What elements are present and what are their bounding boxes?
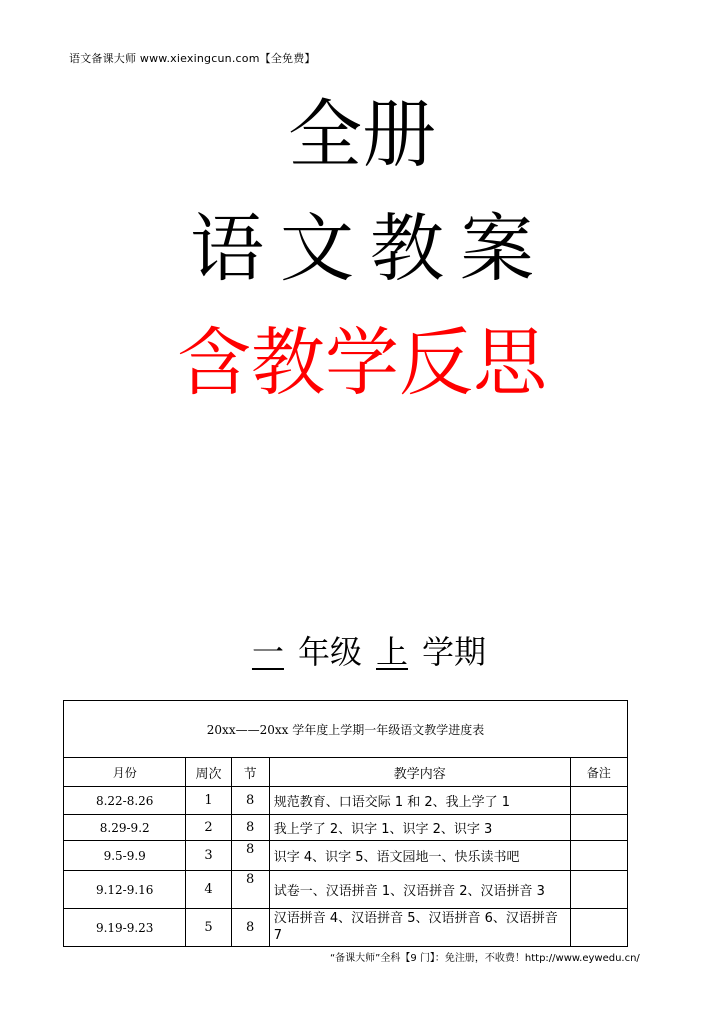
semester-term: 上 (376, 633, 409, 671)
row-month: 9.12-9.16 (64, 871, 186, 909)
grade-blank-underline (238, 633, 298, 671)
row-week: 2 (186, 815, 231, 841)
row-month: 8.29-9.2 (64, 815, 186, 841)
row-month: 8.22-8.26 (64, 787, 186, 815)
row-note (570, 909, 627, 947)
row-week: 1 (186, 787, 231, 815)
row-content: 规范教育、口语交际 1 和 2、我上学了 1 (269, 787, 570, 815)
semester-label: 学期 (422, 633, 487, 671)
table-row (64, 815, 628, 841)
header-month: 月份 (64, 758, 186, 787)
grade-label: 年级 (297, 633, 362, 671)
title-teaching-reflection: 含教学反思 (177, 320, 547, 406)
grade-number: 一 (251, 633, 284, 671)
row-month: 9.19-9.23 (64, 909, 186, 947)
table-row (64, 841, 628, 871)
row-content: 识字 4、识字 5、语文园地一、快乐读书吧 (269, 841, 570, 871)
grade-semester-line (0, 633, 724, 671)
row-section: 8 (231, 909, 269, 947)
row-section: 8 (231, 787, 269, 815)
row-week: 4 (186, 871, 231, 909)
header-note: 备注 (570, 758, 627, 787)
row-week: 3 (186, 841, 231, 871)
table-row (64, 871, 628, 909)
row-section: 8 (231, 815, 269, 841)
header-text: 语文备课大师 www.xiexingcun.com【全免费】 (69, 52, 316, 65)
header-week: 周次 (186, 758, 231, 787)
row-content: 试卷一、汉语拼音 1、汉语拼音 2、汉语拼音 3 (269, 871, 570, 909)
row-note (570, 841, 627, 871)
row-note (570, 871, 627, 909)
table-row (64, 909, 628, 947)
row-content: 我上学了 2、识字 1、识字 2、识字 3 (269, 815, 570, 841)
row-section: 8 (231, 841, 269, 871)
table-header-row (64, 758, 628, 787)
row-section: 8 (231, 871, 269, 909)
header-content: 教学内容 (269, 758, 570, 787)
title-full-volume: 全册 (288, 92, 436, 178)
row-week: 5 (186, 909, 231, 947)
row-note (570, 815, 627, 841)
row-month: 9.5-9.9 (64, 841, 186, 871)
footer-text: “备课大师”全科【9 门】：免注册，不收费！http://www.eywedu.cn/ (330, 953, 640, 964)
row-note (570, 787, 627, 815)
row-content: 汉语拼音 4、汉语拼音 5、汉语拼音 6、汉语拼音 7 (269, 909, 570, 947)
table-caption: 20xx——20xx 学年度上学期一年级语文教学进度表 (64, 701, 628, 758)
semester-blank-underline (362, 633, 422, 671)
header-section: 节 (231, 758, 269, 787)
table-row (64, 787, 628, 815)
teaching-schedule-table (63, 700, 628, 947)
title-chinese-lesson-plan: 语文教案 (190, 206, 550, 292)
